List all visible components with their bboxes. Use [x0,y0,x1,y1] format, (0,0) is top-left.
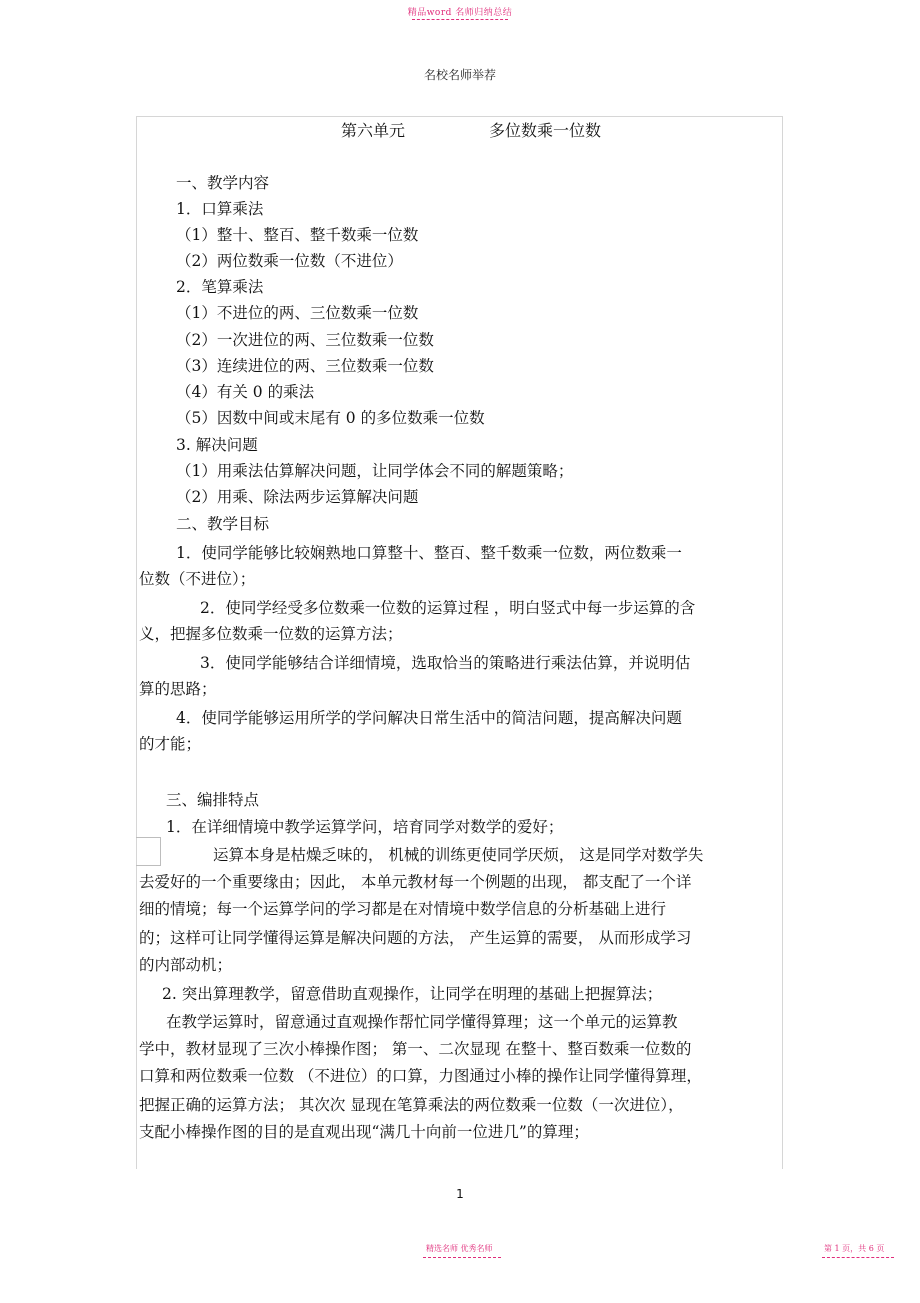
subheading: 1．口算乘法 [176,200,264,218]
paragraph-line: 1．使同学能够比较娴熟地口算整十、整百、整千数乘一位数，两位数乘一 [176,544,682,562]
subheading: 2．笔算乘法 [176,278,264,296]
paragraph-line: 的；这样可让同学懂得运算是解决问题的方法， 产生运算的需要， 从而形成学习 [139,929,692,947]
paragraph-line: 口算和两位数乘一位数 （不进位）的口算，力图通过小棒的操作让同学懂得算理， [139,1067,702,1085]
header-divider [412,19,508,20]
list-item: （1）整十、整百、整千数乘一位数 [176,226,419,244]
paragraph-line: 4．使同学能够运用所学的学问解决日常生活中的简洁问题，提高解决问题 [176,709,682,727]
paragraph-line: 学中，教材显现了三次小棒操作图； 第一、二次显现 在整十、整百数乘一位数的 [139,1040,692,1058]
paragraph-line: 的内部动机； [139,956,233,974]
title-unit: 第六单元 [341,121,406,140]
paragraph-line: 支配小棒操作图的目的是直观出现“满几十向前一位进几”的算理； [139,1123,589,1141]
paragraph-line: 把握正确的运算方法； 其次次 显现在笔算乘法的两位数乘一位数（一次进位）， [139,1096,684,1114]
section-heading: 三、编排特点 [166,791,260,809]
list-item: （2）一次进位的两、三位数乘一位数 [176,331,434,349]
subheading: 3. 解决问题 [176,436,258,454]
header-watermark-text: 精品word 名师归纳总结 [407,8,513,18]
title-topic: 多位数乘一位数 [489,121,602,140]
paragraph-line: 去爱好的一个重要缘由；因此， 本单元教材每一个例题的出现， 都支配了一个详 [139,873,692,891]
subheading: 1．在详细情境中教学运算学问，培育同学对数学的爱好； [166,818,564,836]
paragraph-line: 2．使同学经受多位数乘一位数的运算过程 ，明白竖式中每一步运算的含 [200,599,696,617]
page-number: 1 [456,1187,464,1201]
list-item: （1）用乘法估算解决问题，让同学体会不同的解题策略； [176,462,574,480]
list-item: （3）连续进位的两、三位数乘一位数 [176,357,434,375]
paragraph-line: 3．使同学能够结合详细情境，选取恰当的策略进行乘法估算，并说明估 [200,654,691,672]
list-item: （2）用乘、除法两步运算解决问题 [176,488,419,506]
footer-left-divider [423,1257,501,1258]
list-item: （1）不进位的两、三位数乘一位数 [176,304,419,322]
paragraph-line: 算的思路； [139,680,217,698]
header-watermark [0,5,920,18]
footer-right-divider [822,1257,894,1258]
list-item: （5）因数中间或末尾有 0 的多位数乘一位数 [176,409,485,427]
footer-page-info: 第 1 页，共 6 页 [824,1244,885,1253]
indent-box [136,837,161,866]
list-item: （2）两位数乘一位数（不进位） [176,252,403,270]
section-heading: 二、教学目标 [176,515,270,533]
subheading: 2. 突出算理教学，留意借助直观操作，让同学在明理的基础上把握算法； [162,985,663,1003]
paragraph-line: 的才能； [139,735,202,753]
paragraph-line: 位数（不进位）； [139,570,256,588]
paragraph-line: 义，把握多位数乘一位数的运算方法； [139,625,403,643]
recommend-label: 名校名师举荐 [423,68,496,82]
section-heading: 一、教学内容 [176,174,270,192]
paragraph-line: 运算本身是枯燥乏味的， 机械的训练更使同学厌烦， 这是同学对数学失 [213,846,704,864]
paragraph-line: 细的情境；每一个运算学问的学习都是在对情境中数学信息的分析基础上进行 [139,900,667,918]
paragraph-line: 在教学运算时，留意通过直观操作帮忙同学懂得算理；这一个单元的运算教 [166,1013,678,1031]
footer-left: 精选名师 优秀名师 [426,1244,493,1253]
list-item: （4）有关 0 的乘法 [176,383,315,401]
